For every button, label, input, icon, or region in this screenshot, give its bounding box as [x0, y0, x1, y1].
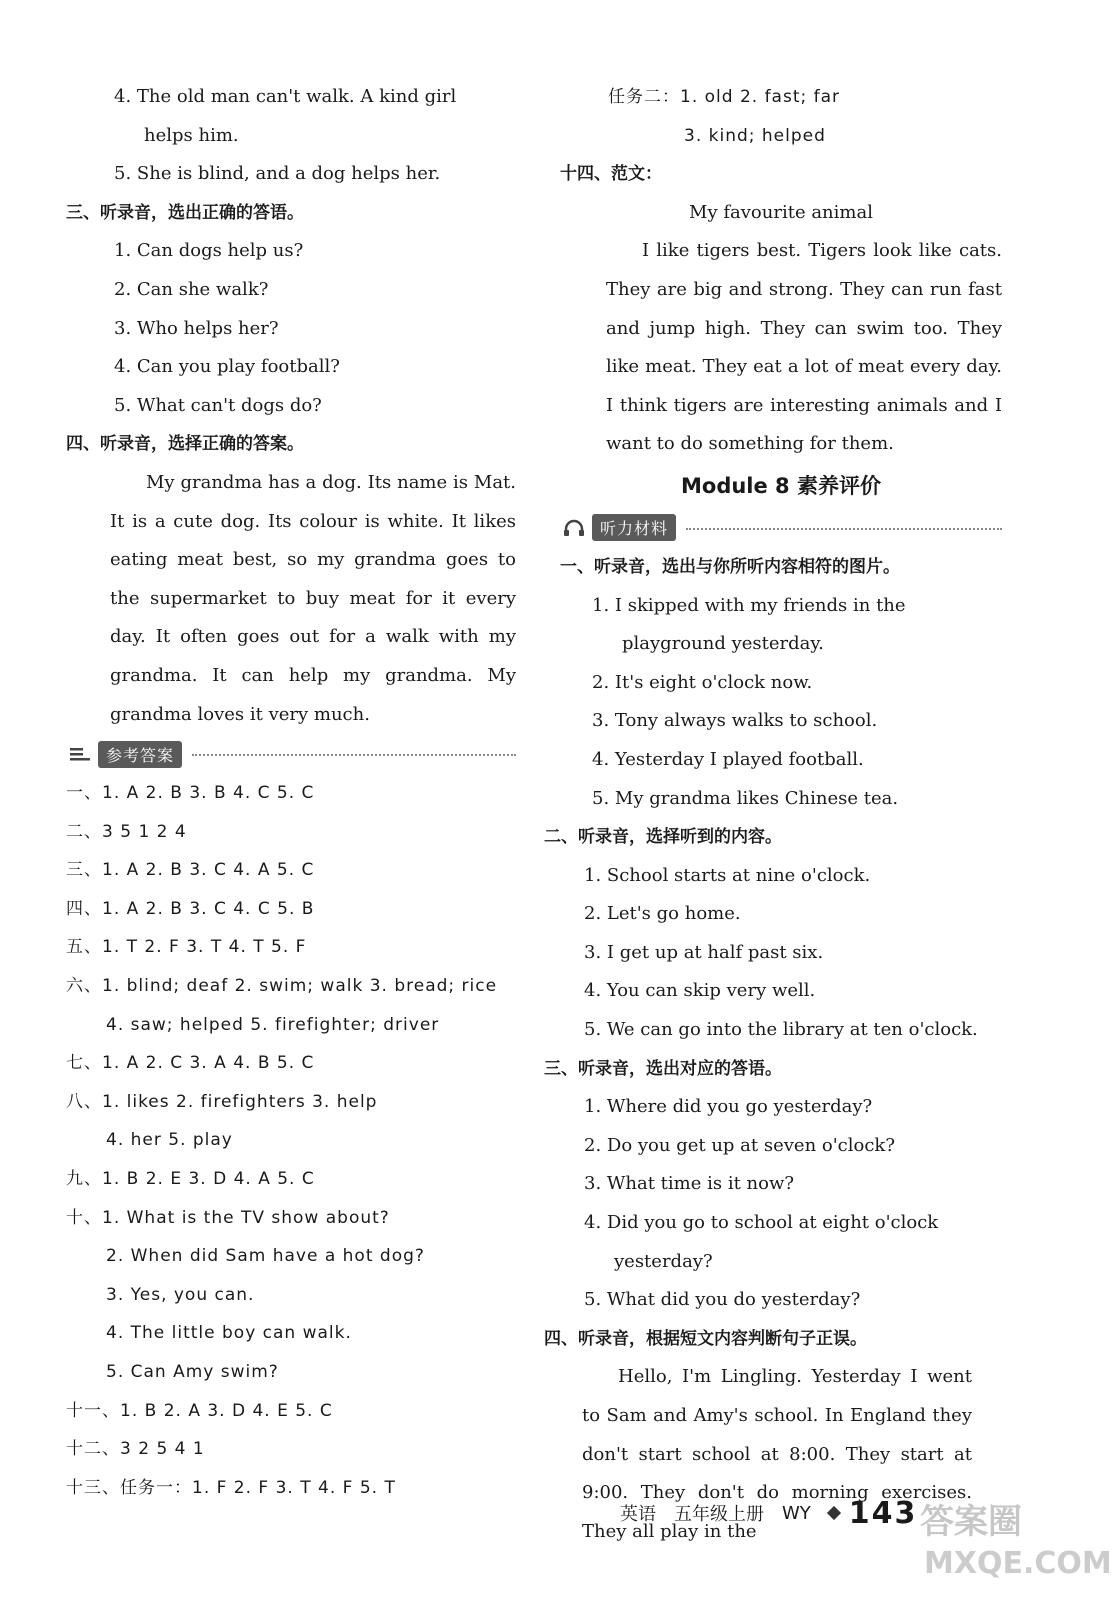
list-item: 1. Can dogs help us? [114, 240, 304, 262]
list-item: 2. Let's go home. [584, 903, 741, 925]
answer-line: 四、1. A 2. B 3. C 4. C 5. B [66, 898, 315, 919]
answer-line: 十一、1. B 2. A 3. D 4. E 5. C [66, 1400, 333, 1421]
footer-grade: 五年级上册 [674, 1504, 764, 1525]
watermark-logo: 答案圈 [920, 1502, 1022, 1542]
text-line: 5. She is blind, and a dog helps her. [114, 163, 441, 185]
diamond-icon [827, 1506, 841, 1520]
dotted-divider [686, 528, 1002, 530]
passage-text: My grandma has a dog. Its name is Mat. It is a cute dog. Its colour is white. It likes eating meat best, so my grandma goes to the supermarket to buy meat for it every day. It often goes out for a walk with my grandma. It can help my grandma. My grandma loves it very much. [110, 471, 516, 725]
list-item: 4. Can you play football? [114, 356, 340, 378]
answer-line: 一、1. A 2. B 3. B 4. C 5. C [66, 783, 315, 804]
answer-line: 任务二：1. old 2. fast; far [608, 87, 841, 107]
text-line: helps him. [144, 124, 239, 146]
list-item: yesterday? [614, 1250, 713, 1272]
section-heading: 三、听录音，选出正确的答语。 [66, 202, 304, 223]
section-heading: 三、听录音，选出对应的答语。 [544, 1058, 782, 1079]
section-heading: 四、听录音，根据短文内容判断句子正误。 [544, 1328, 867, 1349]
list-item: 2. Do you get up at seven o'clock? [584, 1134, 895, 1156]
passage-text: Hello, I'm Lingling. Yesterday I went to Sam and Amy's school. In England they don't start school at 8:00. They start at 9:00. They don't do morning exercises. They all play in the [582, 1366, 972, 1542]
list-item: 2. Can she walk? [114, 278, 269, 300]
list-item: 5. My grandma likes Chinese tea. [592, 787, 899, 809]
answer-line: 4. her 5. play [106, 1130, 233, 1151]
answer-line: 4. The little boy can walk. [106, 1323, 352, 1344]
list-item: 1. I skipped with my friends in the [592, 594, 906, 616]
essay-title: My favourite animal [689, 201, 873, 223]
right-column [544, 78, 1002, 1551]
module-title: Module 8 素养评价 [681, 473, 881, 498]
answer-badge: 参考答案 [98, 741, 182, 768]
section-heading: 一、听录音，选出与你所听内容相符的图片。 [560, 556, 900, 577]
list-item: 3. Tony always walks to school. [592, 710, 878, 732]
list-item: 1. Where did you go yesterday? [584, 1096, 873, 1118]
list-item: 5. We can go into the library at ten o'clock. [584, 1019, 978, 1041]
text-line: 4. The old man can't walk. A kind girl [114, 86, 457, 107]
essay-text: I like tigers best. Tigers look like cats. They are big and strong. They can run fast and jump high. They can swim too. They like meat. They eat a lot of meat every day. I think tigers are interesting animals and I want to do something for them. [606, 240, 1002, 455]
headphones-icon [560, 517, 588, 539]
footer-edition: WY [782, 1502, 811, 1524]
list-item: 4. Did you go to school at eight o'clock [584, 1212, 939, 1234]
answer-line: 十二、3 2 5 4 1 [66, 1439, 205, 1460]
section-heading: 二、听录音，选择听到的内容。 [544, 827, 782, 848]
footer-subject: 英语 [620, 1504, 656, 1525]
watermark [920, 1488, 1112, 1588]
list-item: 5. What can't dogs do? [114, 394, 322, 416]
page-number: 143 [848, 1495, 918, 1531]
list-item: 3. I get up at half past six. [584, 941, 824, 963]
list-item: 1. School starts at nine o'clock. [584, 864, 871, 886]
list-item: 3. What time is it now? [584, 1173, 795, 1195]
answer-badge-row [66, 734, 516, 774]
answer-line: 4. saw; helped 5. firefighter; driver [106, 1014, 440, 1035]
essay [560, 232, 1002, 464]
answer-key-icon [66, 743, 94, 765]
answer-line: 七、1. A 2. C 3. A 4. B 5. C [66, 1053, 315, 1074]
list-item: 4. You can skip very well. [584, 980, 816, 1002]
watermark-url: MXQE.COM [924, 1546, 1112, 1581]
list-item: 3. Who helps her? [114, 317, 279, 339]
left-column [66, 78, 516, 1507]
passage [66, 464, 516, 734]
list-item: 2. It's eight o'clock now. [592, 671, 813, 693]
answer-line: 五、1. T 2. F 3. T 4. T 5. F [66, 937, 307, 958]
list-item: 5. What did you do yesterday? [584, 1289, 861, 1311]
dotted-divider [192, 754, 516, 756]
list-item: 4. Yesterday I played football. [592, 748, 864, 770]
answer-line: 九、1. B 2. E 3. D 4. A 5. C [66, 1169, 315, 1190]
answer-line: 十三、任务一：1. F 2. F 3. T 4. F 5. T [66, 1477, 396, 1498]
answer-line: 3. Yes, you can. [106, 1284, 255, 1305]
answer-line: 八、1. likes 2. firefighters 3. help [66, 1091, 378, 1112]
listening-badge: 听力材料 [592, 514, 676, 541]
section-heading: 十四、范文： [560, 164, 662, 185]
section-heading: 四、听录音，选择正确的答案。 [66, 434, 304, 455]
answer-line: 十、1. What is the TV show about? [66, 1207, 390, 1228]
answer-line: 2. When did Sam have a hot dog? [106, 1246, 425, 1267]
answer-line: 5. Can Amy swim? [106, 1362, 279, 1382]
listening-badge-row [560, 508, 1002, 548]
answer-line: 3. kind; helped [684, 125, 826, 146]
list-item: playground yesterday. [622, 633, 824, 655]
answer-line: 二、3 5 1 2 4 [66, 821, 187, 842]
answer-line: 三、1. A 2. B 3. C 4. A 5. C [66, 860, 315, 881]
answer-line: 六、1. blind; deaf 2. swim; walk 3. bread; rice [66, 976, 498, 997]
